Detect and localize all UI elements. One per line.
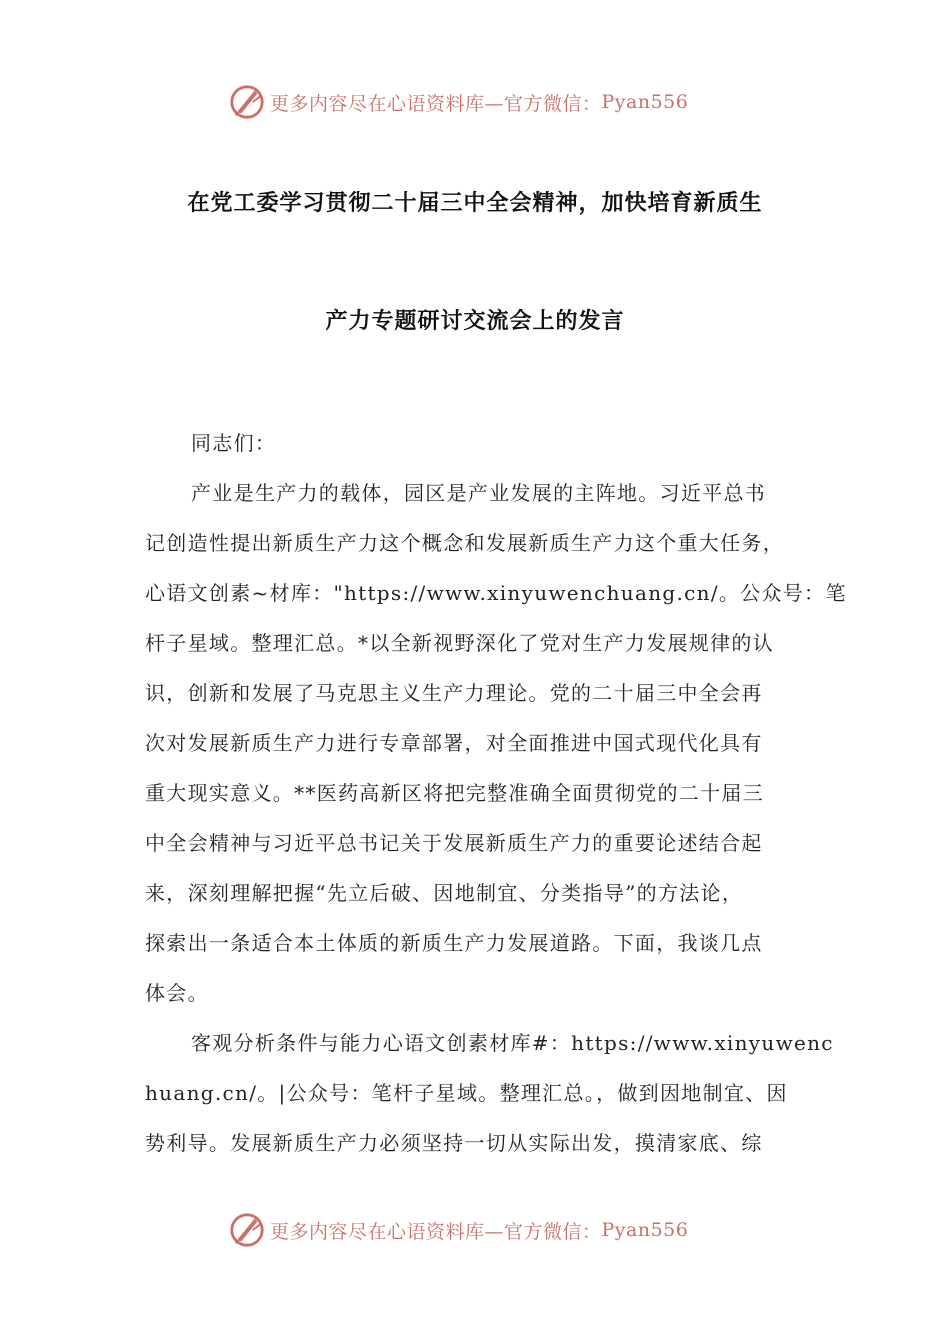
- watermark-text: 更多内容尽在心语资料库—官方微信：: [270, 92, 602, 115]
- document-body: [145, 418, 847, 1168]
- body-line: 识，创新和发展了马克思主义生产力理论。党的二十届三中全会再: [145, 681, 763, 705]
- body-line: 次对发展新质生产力进行专章部署，对全面推进中国式现代化具有: [145, 731, 763, 755]
- body-line: 记创造性提出新质生产力这个概念和发展新质生产力这个重大任务，: [145, 531, 784, 555]
- body-line: 客观分析条件与能力心语文创素材库#：https://www.xinyuwenc: [191, 1031, 834, 1055]
- body-line: 产业是生产力的载体，园区是产业发展的主阵地。习近平总书: [191, 481, 767, 505]
- watermark-wechat-id: Pyan556: [601, 1219, 689, 1241]
- watermark-text: 更多内容尽在心语资料库—官方微信：: [270, 1220, 602, 1243]
- body-line: 来，深刻理解把握“先立后破、因地制宜、分类指导”的方法论，: [145, 881, 744, 905]
- body-line: 心语文创素~材库："https://www.xinyuwenchuang.cn/。公众号：笔: [145, 581, 847, 605]
- quill-logo-icon: [228, 1211, 266, 1249]
- header-watermark: [228, 82, 688, 122]
- salutation: 同志们：: [191, 431, 277, 455]
- document-title-line-1: 在党工委学习贯彻二十届三中全会精神，加快培育新质生: [187, 191, 763, 216]
- body-line: 中全会精神与习近平总书记关于发展新质生产力的重要论述结合起: [145, 831, 763, 855]
- watermark-wechat-id: Pyan556: [601, 91, 689, 113]
- document-title-line-2: 产力专题研讨交流会上的发言: [325, 309, 625, 334]
- body-line: 重大现实意义。**医药高新区将把完整准确全面贯彻党的二十届三: [145, 781, 764, 805]
- body-line: huang.cn/。|公众号：笔杆子星域。整理汇总。，做到因地制宜、因: [145, 1081, 788, 1105]
- body-line: 势利导。发展新质生产力必须坚持一切从实际出发，摸清家底、综: [145, 1131, 763, 1155]
- body-line: 杆子星域。整理汇总。*以全新视野深化了党对生产力发展规律的认: [145, 631, 774, 655]
- body-line: 探索出一条适合本土体质的新质生产力发展道路。下面，我谈几点: [145, 931, 763, 955]
- quill-logo-icon: [228, 83, 266, 121]
- footer-watermark: [228, 1210, 688, 1250]
- body-line: 体会。: [145, 981, 209, 1005]
